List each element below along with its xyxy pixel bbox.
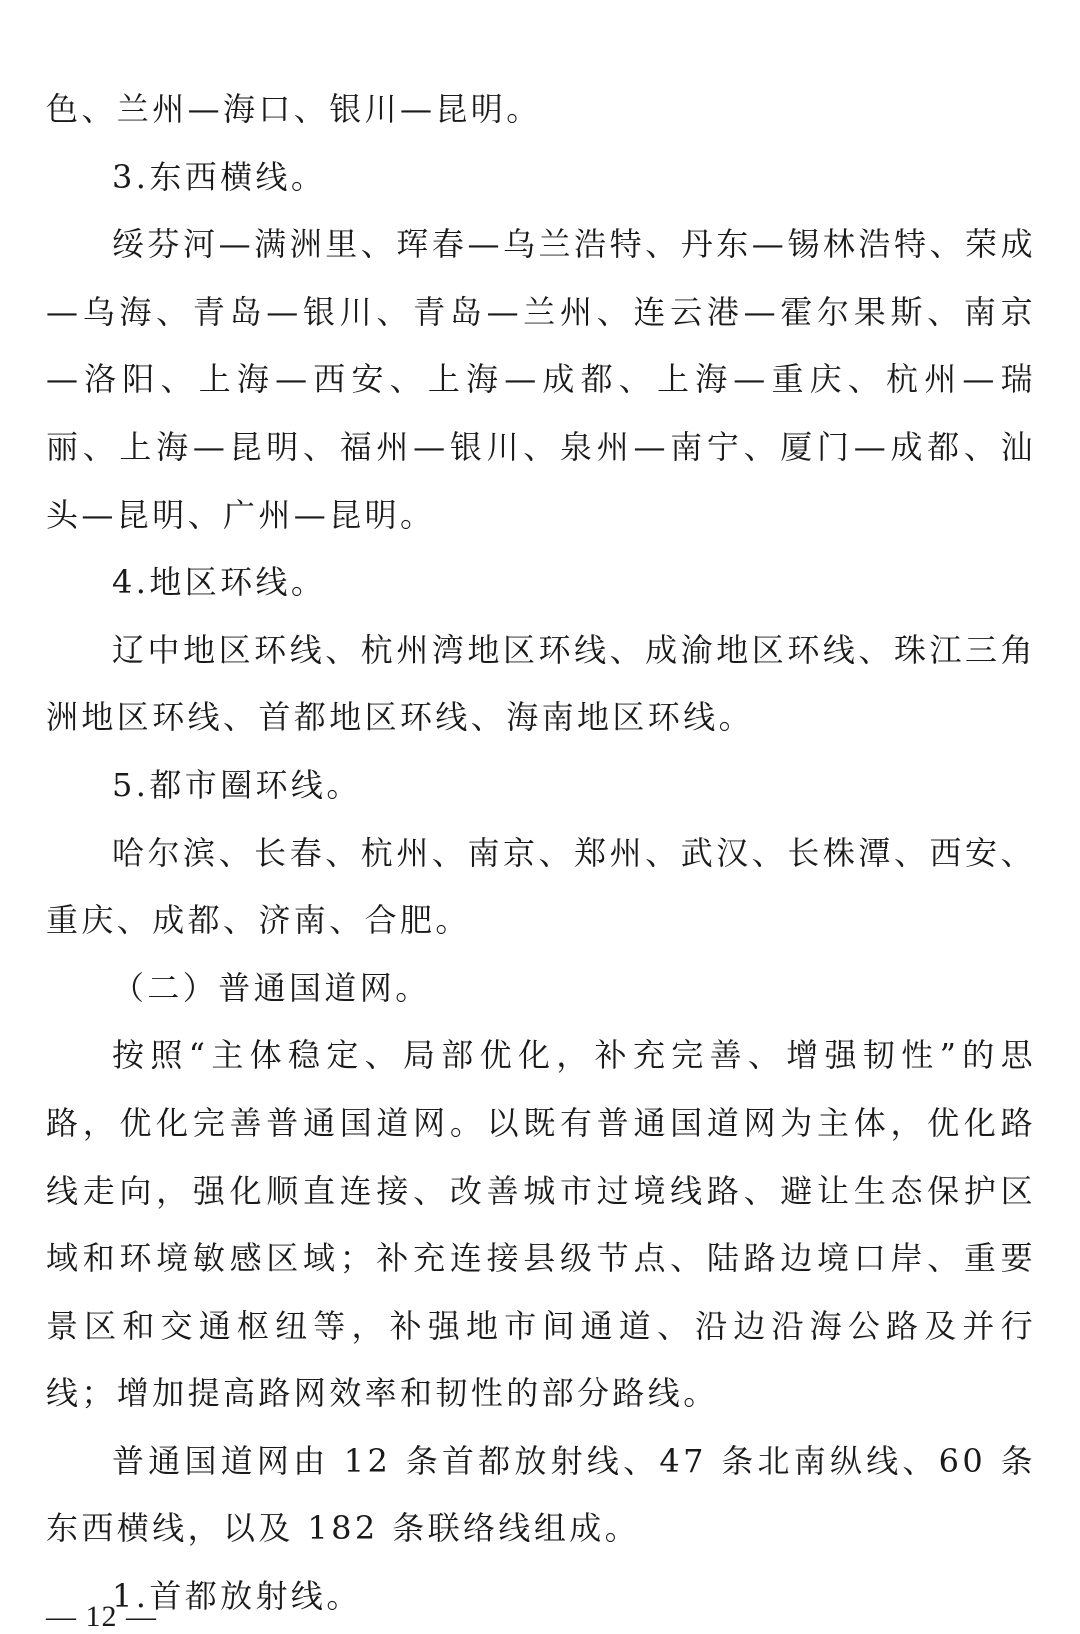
page-number: — 12 — (46, 1600, 157, 1633)
paragraph-ordinary-national-roads-approach: 按照“主体稳定、局部优化，补充完善、增强韧性”的思路，优化完善普通国道网。以既有普通国道网为主体，优化路线走向，强化顺直连接、改善城市过境线路、避让生态保护区域和环境敏感区域；补充连接县级节点、陆路边境口岸、重要景区和交通枢纽等，补强地市间通道、沿边沿海公路及并行线；增加提高路网效率和韧性的部分路线。 (46, 1036, 1036, 1413)
paragraph-east-west-lines: 绥芬河—满洲里、珲春—乌兰浩特、丹东—锡林浩特、荣成—乌海、青岛—银川、青岛—兰州、连云港—霍尔果斯、南京—洛阳、上海—西安、上海—成都、上海—重庆、杭州—瑞丽、上海—昆明、福州—银川、泉州—南宁、厦门—成都、汕头—昆明、广州—昆明。 (46, 225, 1036, 534)
paragraph-ordinary-national-roads-composition: 普通国道网由 12 条首都放射线、47 条北南纵线、60 条东西横线，以及 182 条联络线组成。 (46, 1441, 1036, 1548)
paragraph-continuation: 色、兰州—海口、银川—昆明。 (46, 90, 542, 128)
paragraph-metro-ring-lines: 哈尔滨、长春、杭州、南京、郑州、武汉、长株潭、西安、重庆、成都、济南、合肥。 (46, 833, 1036, 940)
heading-capital-radial-lines: 1.首都放射线。 (112, 1577, 362, 1616)
document-body (46, 76, 1036, 1631)
heading-regional-ring-lines: 4.地区环线。 (112, 563, 327, 602)
heading-ordinary-national-roads: （二）普通国道网。 (112, 968, 431, 1007)
heading-east-west-lines: 3.东西横线。 (112, 157, 327, 196)
heading-metro-ring-lines: 5.都市圈环线。 (112, 765, 362, 804)
paragraph-regional-ring-lines: 辽中地区环线、杭州湾地区环线、成渝地区环线、珠江三角洲地区环线、首都地区环线、海南地区环线。 (46, 630, 1036, 737)
